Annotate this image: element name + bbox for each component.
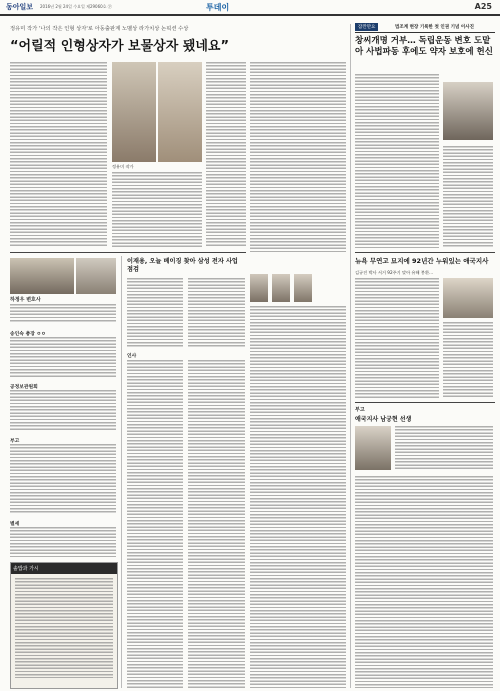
person-photo-a [250,274,268,302]
small-body-1 [10,390,116,430]
masthead [0,0,500,16]
right-headline: 창씨개명 거부… 독립운동 변호 도맡아 사법파동 후에도 약자 보호에 헌신 [355,36,493,57]
small-section-2: 부고 [10,439,20,444]
small-body-3 [10,527,116,557]
book-photo [158,62,202,162]
paper-logo: 동아일보 [6,2,34,11]
people-photo-2 [76,258,116,294]
ad-banner [11,563,117,574]
box2-body-2 [443,322,493,398]
lawyer-photo [443,82,493,140]
people-banner: 하정우 변호사 [10,297,41,303]
appt-title: 인사 [127,354,137,359]
patriot-photo [355,426,391,470]
obit-body [10,337,116,377]
box3-body-1 [395,426,493,470]
mid-lower-body [250,306,346,688]
box2-headline: 뉴욕 무연고 묘지에 92년간 누워있는 애국지사 [355,257,489,265]
ad-body [15,578,113,678]
box2-sub: 김규진 박사 서거 92주기 맞아 유해 봉환… [355,270,434,275]
section-title: 투데이 [206,3,230,12]
right-body-2 [443,146,493,248]
photo-caption: 정유미 작가 [112,164,134,169]
box-label: 잠깐만요 [355,23,378,31]
page-number: A25 [474,2,492,11]
ad-box [10,562,118,689]
box-subtitle: 법조계 현장 기록한 첫 인권 기념 이사진 [395,25,474,30]
people-photo [10,258,74,294]
lead-story [10,24,245,54]
appt-list-1 [127,360,183,688]
small-section-1: 공정보관원회 [10,385,38,390]
person-photo-c [294,274,312,302]
lead-kicker: 정유미 작가 '나의 작은 인형 상자'로 아동출판계 노벨상 라가치상 논픽션 수상 [10,26,189,32]
feature-body-1 [127,278,183,348]
right-box-head [355,22,495,33]
appt-list-2 [188,360,245,688]
obit-title: 송인숙 총장 ㅇㅇ [10,332,46,337]
author-photo [112,62,156,162]
mid-upper-body [250,62,346,252]
box2-body-1 [355,278,439,398]
lead-body-col2 [112,172,202,247]
feature-headline: 이재용, 오늘 베이징 찾아 삼성 전자 사업 점검 [127,258,238,273]
lead-headline: “어릴적 인형상자가 보물상자 됐네요” [10,39,230,54]
box3-body-2 [355,476,493,688]
lead-body-col1 [10,62,107,247]
lead-body-col3 [206,62,246,247]
right-body-1 [355,74,439,248]
small-section-3: 별세 [10,522,20,527]
small-body-2 [10,444,116,514]
issue-date: 2016년 2월 24일 수요일 제29060호 ㊦ [40,4,112,9]
box3-title: 부고 [355,407,365,413]
feature-body-2 [188,278,245,348]
grave-photo [443,278,493,318]
ad-text: 솔밥과 가시 [13,566,39,572]
people-text [10,304,116,322]
person-photo-b [272,274,290,302]
box3-sub: 애국지사 남궁현 선생 [355,416,412,423]
